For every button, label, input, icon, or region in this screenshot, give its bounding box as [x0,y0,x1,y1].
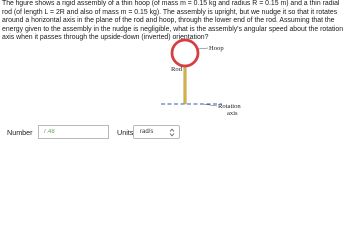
units-select[interactable] [133,125,180,139]
chevron-up-down-icon [169,128,175,137]
number-input[interactable] [38,125,109,139]
answer-row [0,124,350,140]
axis-leader-line [203,104,217,106]
rod-label: Rod [171,66,182,73]
units-label: Units [117,128,134,137]
rod [184,66,187,104]
hoop-label: Hoop [209,45,224,52]
question-text: The figure shows a rigid assembly of a thin hoop (of mass m = 0.15 kg and radius R = 0.15 m) and a thin radial rod (of length L = 2R and also of mass m = 0.15 kg). The assembly is upright, but we nudge it so that it rotates around a horizontal axis in the plane of the rod and hoop, through the lower end of the rod. Assuming that the energy given to the assembly in the nudge is negligible, what is the assembly's angular speed about the rotation axis when it passes through the upside-down (inverted) orientation? [2,0,344,42]
units-selected-value: rad/s [140,129,154,135]
hoop-leader-line [198,48,208,49]
number-label: Number [7,128,33,137]
hoop [172,40,198,66]
rotation-axis-label-line2: axis [227,110,238,117]
rotation-axis-label-line1: Rotation [218,103,241,110]
